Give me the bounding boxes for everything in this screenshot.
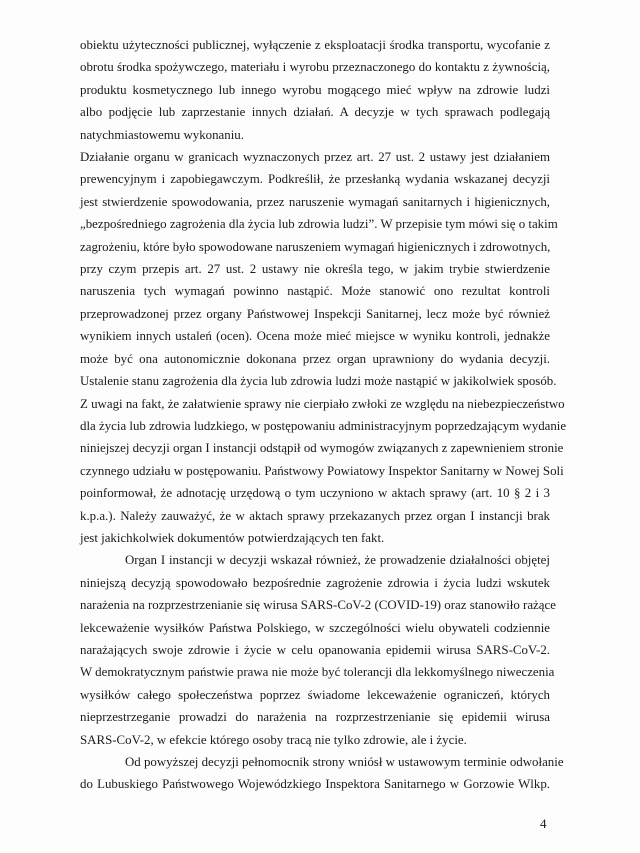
text-line: narażenia na rozprzestrzenianie się wirusa SARS-CoV-2 (COVID-19) oraz stanowiło rażące bbox=[80, 598, 556, 613]
text-line: obiektu użyteczności publicznej, wyłączenie z eksploatacji środka transportu, wycofanie z bbox=[80, 38, 550, 52]
text-line: albo podjęcie lub zaprzestanie innych działań. A decyzje w tych sprawach podlegają bbox=[80, 105, 550, 120]
text-line: przy czym przepis art. 27 ust. 2 ustawy nie określa tego, w jakim trybie stwierdzenie bbox=[80, 262, 550, 277]
text-line: natychmiastowemu wykonaniu. bbox=[80, 127, 244, 142]
text-line: prewencyjnym i zapobiegawczym. Podkreślił, że przesłanką wydania wskazanej decyzji bbox=[80, 172, 550, 187]
text-line: Ustalenie stanu zagrożenia dla życia lub zdrowia ludzi może nastąpić w jakikolwiek sposób. bbox=[80, 374, 557, 389]
text-line: obrotu środka spożywczego, materiału i wyrobu przeznaczonego do kontaktu z żywnością, bbox=[80, 60, 550, 75]
text-line: niniejszej decyzji organ I instancji odstąpił od wymogów związanych z zapewnieniem stronie bbox=[80, 441, 564, 456]
text-line: wynikiem innych ustaleń (ocen). Ocena może mieć miejsce w wyniku kontroli, jednakże bbox=[80, 329, 550, 344]
body-text bbox=[80, 34, 567, 796]
text-line: może być ona autonomicznie dokonana przez organ uprawniony do wydania decyzji. bbox=[80, 351, 550, 366]
text-line: k.p.a.). Należy zauważyć, że w aktach sprawy przekazanych przez organ I instancji brak bbox=[80, 508, 550, 523]
page-number: 4 bbox=[540, 816, 547, 831]
text-line: czynnego udziału w postępowaniu. Państwowy Powiatowy Inspektor Sanitarny w Nowej Soli bbox=[80, 463, 564, 478]
text-line: W demokratycznym państwie prawa nie może być tolerancji dla lekkomyślnego niweczenia bbox=[80, 665, 555, 680]
text-line: SARS-CoV-2, w efekcie którego osoby tracą nie tylko zdrowie, ale i życie. bbox=[80, 732, 467, 747]
text-line: zagrożeniu, które było spowodowane naruszeniem wymagań higienicznych i zdrowotnych, bbox=[80, 239, 551, 254]
text-line: przeprowadzonej przez organy Państwowej Inspekcji Sanitarnej, lecz może być również bbox=[80, 306, 550, 321]
text-line: jest jakichkolwiek dokumentów potwierdzających ten fakt. bbox=[80, 530, 385, 545]
text-line: poinformował, że adnotację urzędową o tym uczyniono w aktach sprawy (art. 10 § 2 i 3 bbox=[80, 486, 550, 501]
text-line: nieprzestrzeganie prowadzi do narażenia na rozprzestrzenianie się epidemii wirusa bbox=[80, 710, 550, 725]
text-line: naruszenia tych wymagań powinno nastąpić. Może stanowić ono rezultat kontroli bbox=[80, 284, 550, 299]
text-line: wysiłków całego społeczeństwa poprzez świadome lekceważenie ograniczeń, których bbox=[80, 687, 550, 702]
text-line: produktu kosmetycznego lub innego wyrobu mogącego mieć wpływ na zdrowie ludzi bbox=[80, 82, 550, 97]
text-line: Działanie organu w granicach wyznaczonych przez art. 27 ust. 2 ustawy jest działaniem bbox=[80, 150, 550, 165]
text-line: Od powyższej decyzji pełnomocnik strony wniósł w ustawowym terminie odwołanie bbox=[125, 755, 564, 769]
text-line: Organ I instancji w decyzji wskazał również, że prowadzenie działalności objętej bbox=[125, 553, 550, 568]
text-line: jest stwierdzenie spowodowania, przez naruszenie wymagań sanitarnych i higienicznych, bbox=[80, 194, 550, 209]
text-line: dla życia lub zdrowia ludzkiego, w postępowaniu administracyjnym poprzedzającym wydanie bbox=[80, 418, 567, 433]
text-line: narażających swoje zdrowie i życie w celu opanowania epidemii wirusa SARS-CoV-2. bbox=[80, 642, 550, 657]
text-line: Z uwagi na fakt, że załatwienie sprawy nie cierpiało zwłoki ze względu na niebezpieczeństwo bbox=[80, 396, 565, 411]
text-line: do Lubuskiego Państwowego Wojewódzkiego Inspektora Sanitarnego w Gorzowie Wlkp. bbox=[80, 777, 550, 792]
text-line: niniejszą decyzją spowodowało bezpośrednie zagrożenie zdrowia i życia ludzi wskutek bbox=[80, 575, 550, 590]
text-line: „bezpośredniego zagrożenia dla życia lub zdrowia ludzi”. W przepisie tym mówi się o takim bbox=[80, 217, 558, 232]
text-line: lekceważenie wysiłków Państwa Polskiego, w szczególności wielu obywateli codziennie bbox=[80, 620, 550, 635]
